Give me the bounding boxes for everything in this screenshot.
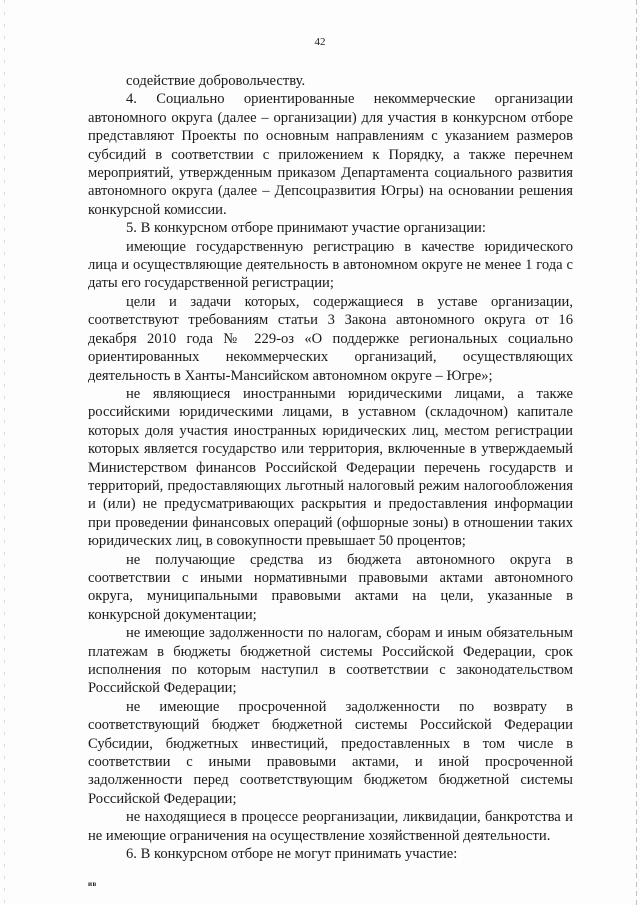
paragraph-requirement-no-liquidation: не находящиеся в процессе реорганизации, ликвидации, банкротства и не имеющие ограничения на осуществление хозяйственной деятельности. bbox=[88, 809, 573, 844]
paragraph-requirement-no-tax-debt: не имеющие задолженности по налогам, сборам и иным обязательным платежам в бюджеты бюджетной системы Российской Федерации, срок исполнения по которым наступил в соответствии с законодательством Российской Федерации; bbox=[88, 625, 573, 697]
paragraph-item-5: 5. В конкурсном отборе принимают участие организации: bbox=[126, 220, 486, 237]
paragraph-requirement-no-overdue-debt: не имеющие просроченной задолженности по возврату в соответствующий бюджет бюджетной системы Российской Федерации Субсидии, бюджетных инвестиций, предоставленных в том числе в соответствии с иными правовыми актами, и иной просроченной задолженности перед соответствующим бюджетом бюджетной системы Российской Федерации; bbox=[88, 698, 573, 807]
paragraph-item-4: 4. Социально ориентированные некоммерческие организации автономного округа (далее – организации) для участия в конкурсном отборе представляют Проекты по основным направлениям с указанием размеров субсидий в соответствии с приложением к Порядку, а также перечнем мероприятий, утвержденным приказом Департамента социального развития автономного округа (далее – Депсоцразвития Югры) на основании решения конкурсной комиссии. bbox=[88, 91, 573, 218]
scan-edge-right bbox=[636, 0, 637, 905]
paragraph-requirement-goals: цели и задачи которых, содержащиеся в уставе организации, соответствуют требованиям статьи 3 Закона автономного округа от 16 декабря 2010 года № 229-оз «О поддержке региональных социально ориентированных некоммерческих организаций, осуществляющих деятельность в Ханты-Мансийском автономном округе – Югре»; bbox=[88, 293, 573, 384]
paragraph-requirement-no-budget-funds: не получающие средства из бюджета автономного округа в соответствии с иными нормативными правовыми актами автономного округа, муниципальными правовыми актами на цели, указанные в конкурсной документации; bbox=[88, 551, 573, 623]
page-number: 42 bbox=[314, 36, 326, 48]
paragraph-requirement-registration: имеющие государственную регистрацию в качестве юридического лица и осуществляющие деятельность в автономном округе не менее 1 года с даты его государственной регистрации; bbox=[88, 238, 573, 292]
paragraph-requirement-not-foreign: не являющиеся иностранными юридическими лицами, а также российскими юридическими лицами, в уставном (складочном) капитале которых доля участия иностранных юридических лиц, местом регистрации которых является государство или территория, включенные в утверждаемый Министерством финансов Российской Федерации перечень государств и территорий, предоставляющих льготный налоговый режим налогообложения и (или) не предусматривающих раскрытия и предоставления информации при проведении финансовых операций (офшорные зоны) в отношении таких юридических лиц, в совокупности превышает 50 процентов; bbox=[88, 385, 573, 550]
document-body bbox=[88, 72, 573, 863]
paragraph-continuation: содействие добровольчеству. bbox=[126, 73, 306, 89]
scan-edge-left bbox=[4, 0, 5, 905]
footer-mark: ив bbox=[88, 880, 97, 888]
paragraph-item-6: 6. В конкурсном отборе не могут принимать участие: bbox=[126, 846, 458, 863]
